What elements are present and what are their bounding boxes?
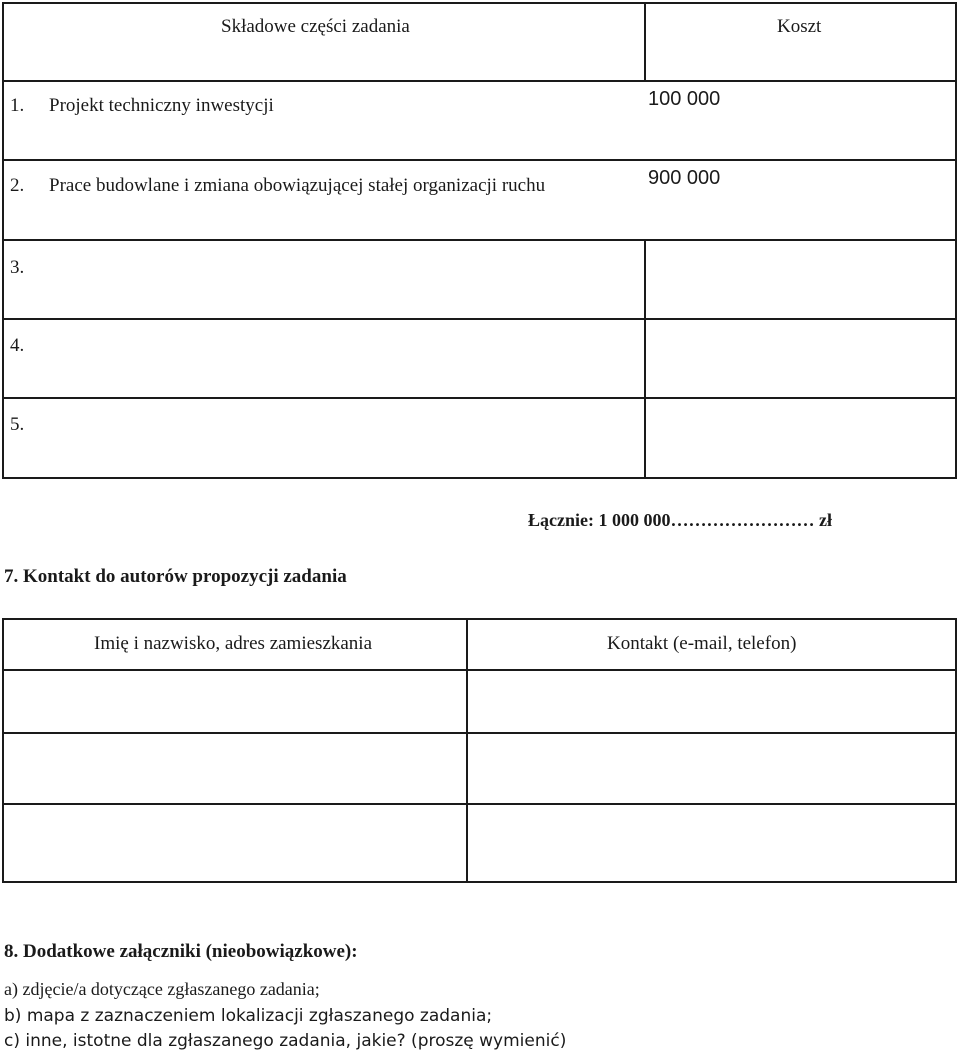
row-number: 2. <box>10 175 25 196</box>
table-border <box>955 618 957 883</box>
row-cost: 100 000 <box>648 88 721 110</box>
row-number: 5. <box>10 414 25 435</box>
contact-cell-name[interactable] <box>4 805 466 881</box>
contact-cell-contact[interactable] <box>468 734 955 803</box>
contact-cell-name[interactable] <box>4 734 466 803</box>
row-label: Prace budowlane i zmiana obowiązującej stałej organizacji ruchu <box>49 175 546 196</box>
row-number: 3. <box>10 257 25 278</box>
table-border <box>2 618 957 620</box>
table-border <box>2 881 957 883</box>
section-title-contact: 7. Kontakt do autorów propozycji zadania <box>4 566 347 587</box>
column-header-contact: Kontakt (e-mail, telefon) <box>607 633 797 654</box>
row-cost: 900 000 <box>648 167 721 189</box>
attachment-item: a) zdjęcie/a dotyczące zgłaszanego zadania; <box>4 979 320 999</box>
contact-cell-contact[interactable] <box>468 805 955 881</box>
header-cost: Koszt <box>777 16 822 37</box>
section-title-attachments: 8. Dodatkowe załączniki (nieobowiązkowe): <box>4 941 358 962</box>
header-component: Składowe części zadania <box>221 16 410 37</box>
column-header-name: Imię i nazwisko, adres zamieszkania <box>94 633 373 654</box>
attachment-item: b) mapa z zaznaczeniem lokalizacji zgłaszanego zadania; <box>4 1006 493 1026</box>
row-number: 4. <box>10 335 25 356</box>
attachment-item: c) inne, istotne dla zgłaszanego zadania, jakie? (proszę wymienić) <box>4 1031 567 1051</box>
row-label: Projekt techniczny inwestycji <box>49 95 274 116</box>
contact-cell-contact[interactable] <box>468 671 955 732</box>
row-number: 1. <box>10 95 25 116</box>
total-amount: Łącznie: 1 000 000…………………… zł <box>528 510 832 530</box>
contact-cell-name[interactable] <box>4 671 466 732</box>
